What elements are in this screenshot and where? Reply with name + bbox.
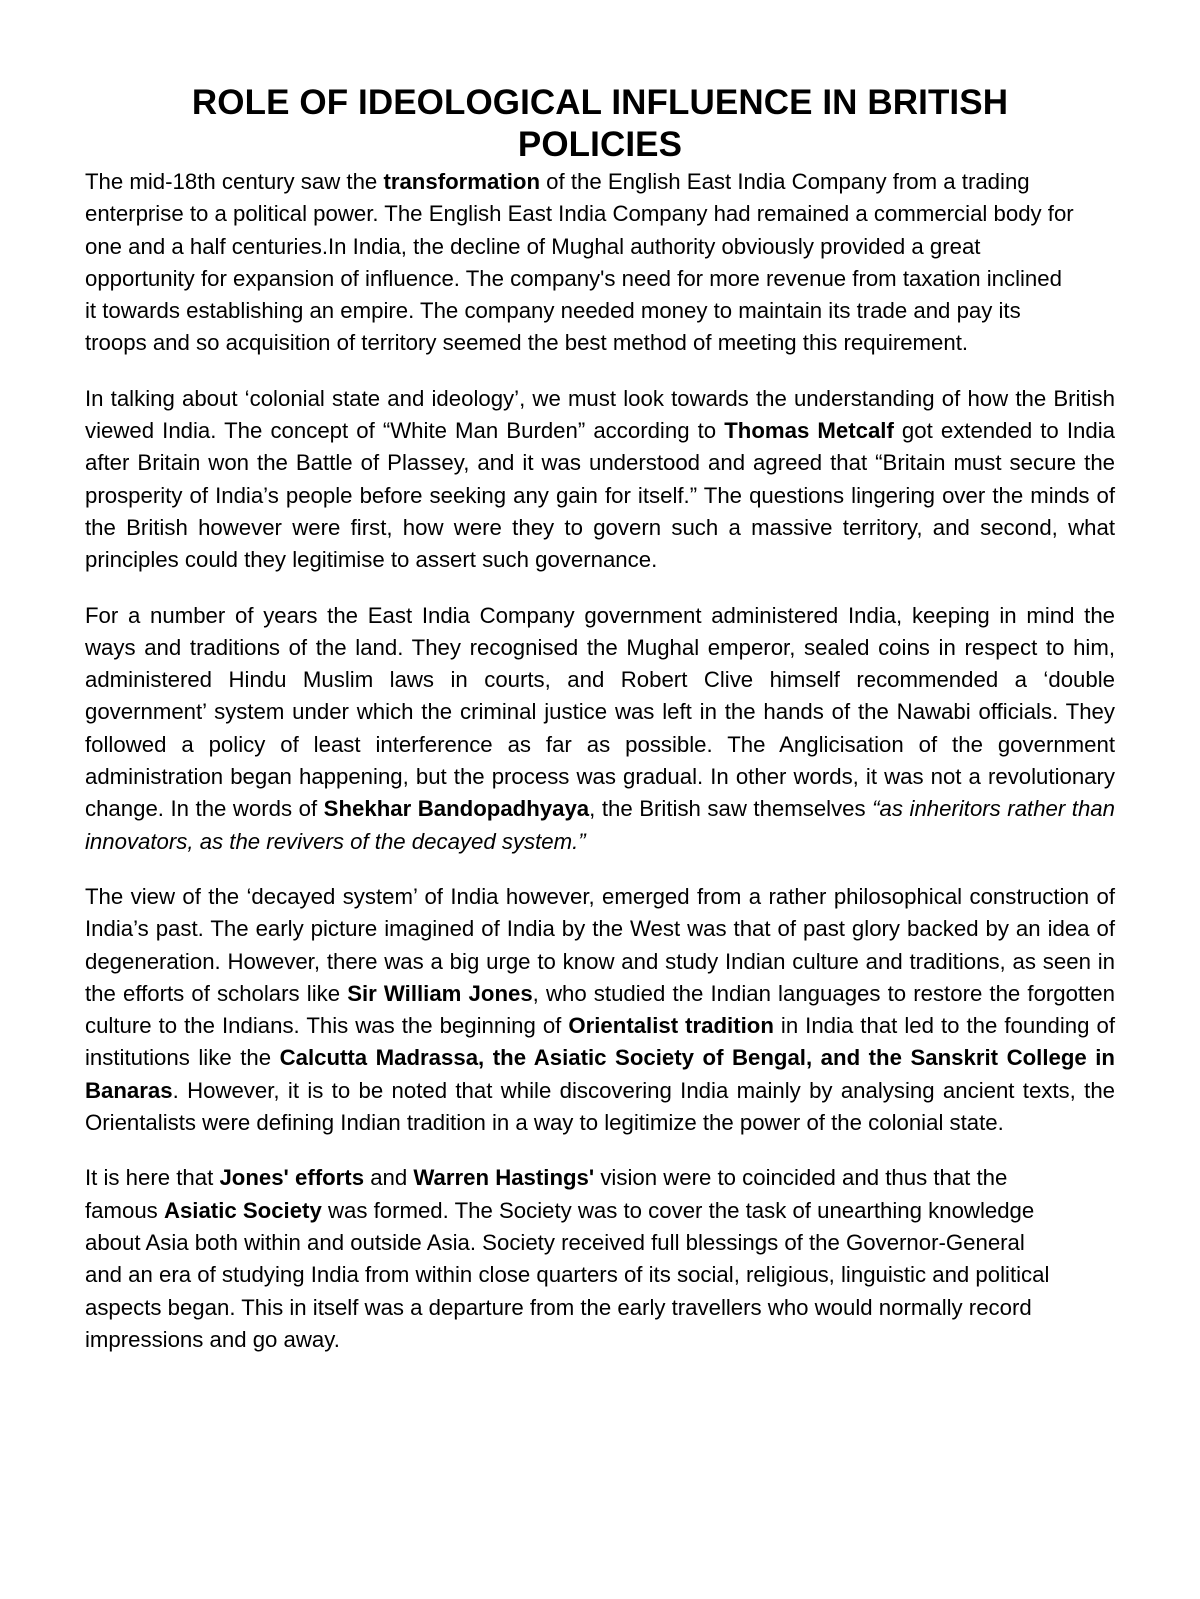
text-run: and: [364, 1165, 414, 1191]
text-run: of the English East India Company from a trading enterprise to a political power. The English East India Company had remained a commercial body for one and a half centuries.In India, the decline of Mughal authority obviously provided a great opportunity for expansion of influence. The company's need for more revenue from taxation inclined it towards establishing an empire. The company needed money to maintain its trade and pay its troops and so acquisition of territory seemed the best method of meeting this requirement.: [85, 169, 1074, 356]
text-run: , who studied the Indian languages to restore the forgotten culture to the Indians. This was the beginning of: [85, 980, 1115, 1039]
document-body: [0, 166, 1200, 1356]
text-run: The view of the ‘decayed system’ of India however, emerged from a rather philosophical construction of India’s past. The early picture imagined of India by the West was that of past glory backed by an idea of degeneration. However, there was a big urge to know and study Indian culture and traditions, as seen in the efforts of scholars like: [85, 883, 1115, 1006]
text-run: in India that led to the founding of institutions like the: [85, 1013, 1115, 1071]
text-run: Orientalist tradition: [568, 1013, 774, 1039]
text-run: For a number of years the East India Company government administered India, keeping in mind the ways and traditions of the land. They recognised the Mughal emperor, sealed coins in respect to him, administered Hindu Muslim laws in courts, and Robert Clive himself recommended a ‘double government’ system under which the criminal justice was left in the hands of the Nawabi officials. They followed a policy of least interference as far as possible. The Anglicisation of the government administration began happening, but the process was gradual. In other words, it was not a revolutionary change. In the words of: [85, 602, 1115, 822]
text-run: , the British saw themselves: [589, 796, 873, 822]
text-run: It is here that: [85, 1165, 220, 1191]
text-run: The mid-18th century saw the: [85, 169, 384, 194]
paragraph-2: [85, 383, 1115, 577]
paragraph-1: [85, 166, 1077, 360]
text-run: vision were to coincided and thus that the famous: [85, 1165, 1008, 1223]
text-run: Thomas Metcalf: [724, 418, 894, 444]
text-run: Asiatic Society: [163, 1197, 322, 1223]
text-run: got extended to India after Britain won the Battle of Plassey, and it was understood and agreed that “Britain must secure the prosperity of India’s people before seeking any gain for itself.” The questions lingering over the minds of the British however were first, how were they to govern such a massive territory, and second, what principles could they legitimise to assert such governance.: [85, 418, 1115, 573]
paragraph-4: [85, 881, 1115, 1139]
text-run: transformation: [383, 169, 540, 194]
paragraph-5: [85, 1162, 1063, 1356]
page-title: ROLE OF IDEOLOGICAL INFLUENCE IN BRITISH POLICIES: [191, 83, 1009, 164]
text-run: . However, it is to be noted that while discovering India mainly by analysing ancient texts, the Orientalists were defining Indian tradition in a way to legitimize the power of the colonial state.: [85, 1077, 1115, 1136]
text-run: “as inheritors rather than innovators, as the revivers of the decayed system.”: [85, 796, 1115, 854]
text-run: Sir William Jones: [347, 980, 533, 1006]
text-run: Jones' efforts: [219, 1165, 365, 1191]
text-run: was formed. The Society was to cover the task of unearthing knowledge about Asia both within and outside Asia. Society received full blessings of the Governor-General and an era of studying India from within close quarters of its social, religious, linguistic and political aspects began. This in itself was a departure from the early travellers who would normally record impressions and go away.: [85, 1197, 1050, 1352]
text-run: Calcutta Madrassa, the Asiatic Society of Bengal, and the Sanskrit College in Banaras: [85, 1045, 1115, 1103]
text-run: Shekhar Bandopadhyaya: [323, 796, 590, 822]
text-run: In talking about ‘colonial state and ideology’, we must look towards the understanding of how the British viewed India. The concept of “White Man Burden” according to: [85, 385, 1115, 444]
paragraph-3: [85, 600, 1115, 858]
text-run: Warren Hastings': [413, 1165, 595, 1191]
